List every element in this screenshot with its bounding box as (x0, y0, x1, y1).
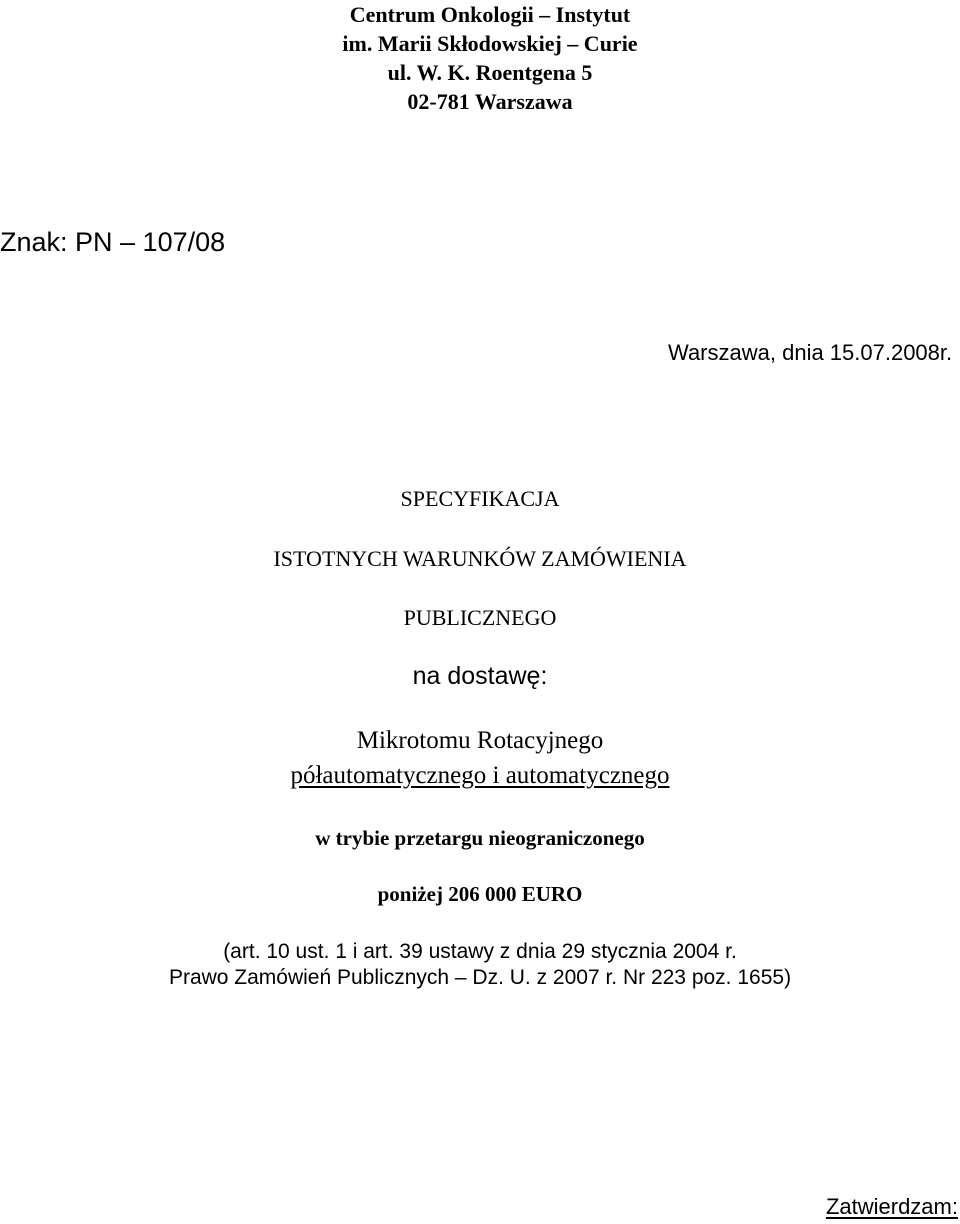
subject-line-2: półautomatycznego i automatycznego (290, 762, 670, 789)
procedure-threshold: poniżej 206 000 EURO (377, 882, 583, 906)
title-essential-terms: ISTOTNYCH WARUNKÓW ZAMÓWIENIA (273, 546, 687, 571)
legal-basis-line-1: (art. 10 ust. 1 i art. 39 ustawy z dnia 29 stycznia 2004 r. (223, 940, 737, 963)
approval-label: Zatwierdzam: (825, 1194, 958, 1219)
institution-address-block (320, 0, 660, 116)
document-date: Warszawa, dnia 15.07.2008r. (668, 340, 953, 365)
reference-number: Znak: PN – 107/08 (0, 227, 226, 257)
procedure-mode: w trybie przetargu nieograniczonego (315, 826, 645, 850)
institution-city-line: 02-781 Warszawa (407, 89, 573, 114)
institution-name-line: Centrum Onkologii – Instytut (349, 2, 631, 27)
title-public: PUBLICZNEGO (403, 605, 557, 630)
institution-street-line: ul. W. K. Roentgena 5 (387, 60, 593, 85)
subject-line-1: Mikrotomu Rotacyjnego (356, 727, 604, 754)
title-for-delivery: na dostawę: (412, 662, 548, 690)
title-specification: SPECYFIKACJA (400, 486, 560, 511)
institution-patron-line: im. Marii Skłodowskiej – Curie (342, 31, 638, 56)
legal-basis-line-2: Prawo Zamówień Publicznych – Dz. U. z 2007 r. Nr 223 poz. 1655) (168, 966, 792, 989)
